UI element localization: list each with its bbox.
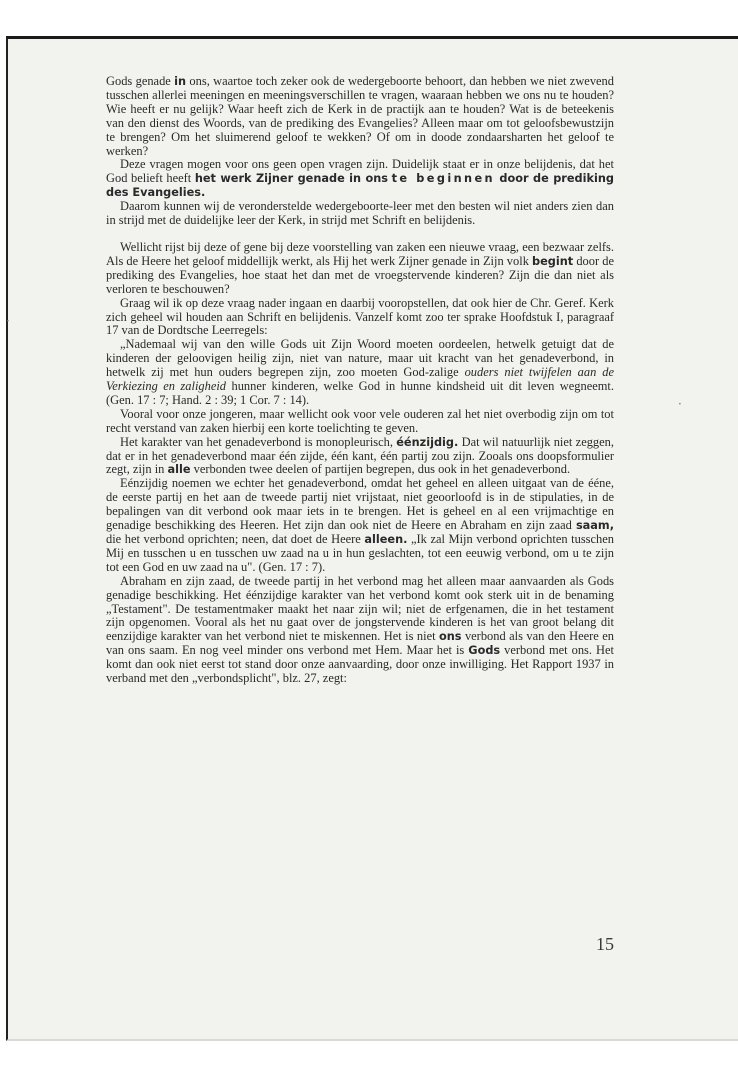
paragraph: Daarom kunnen wij de veronderstelde wedergeboorte-leer met den besten wil niet anders zien dan in strijd met de duidelijke leer der Kerk, in strijd met Schrift en belijdenis. xyxy=(106,199,614,228)
paragraph: Graag wil ik op deze vraag nader ingaan en daarbij vooropstellen, dat ook hier de Chr. Geref. Kerk zich geheel wil houden aan Schrift en belijdenis. Vanzelf komt zoo ter sprake Hoofdstuk I, paragraaf 17 van de Dordtsche Leerregels: xyxy=(106,295,614,338)
paragraph: Het karakter van het genadeverbond is monopleurisch, éénzijdig. Dat wil natuurlijk niet zeggen, dat er in het genadeverbond maar één zijde, één kant, één partij zou zijn. Zooals ons doopsformulier zegt, zijn in alle verbonden twee deelen of partijen begrepen, dus ook in het genadeverbond. xyxy=(106,434,614,477)
paragraph: Abraham en zijn zaad, de tweede partij in het verbond mag het alleen maar aanvaarden als Gods genadige beschikking. Het éénzijdige karakter van het verbond komt ook sterk uit in de benaming „Testament". De testamentmaker maakt het naar zijn wil; niet de erfgenamen, die in het testament zijn opgenomen. Vooral als het nu gaat over de jongstervende kinderen is het van groot belang dit eenzijdige karakter van het verbond niet te miskennen. Het is niet ons verbond als van den Heere en van ons saam. En nog veel minder ons verbond met Hem. Maar het is Gods verbond met ons. Het komt dan ook niet eerst tot stand door onze aanvaarding, door onze inwilliging. Het Rapport 1937 in verband met den „verbondsplicht", blz. 27, zegt: xyxy=(106,573,614,686)
paragraph: Eénzijdig noemen we echter het genadeverbond, omdat het geheel en alleen uitgaat van de ééne, de eerste partij en het aan de tweede partij niet vrijstaat, niet geoorloofd is in de stipulaties, in de bepalingen van dit verbond ook maar iets in te brengen. Het is geheel en al een vrijmachtige en genadige beschikking des Heeren. Het zijn dan ook niet de Heere en Abraham en zijn zaad saam, die het verbond oprichten; neen, dat doet de Heere alleen. „Ik zal Mijn verbond oprichten tusschen Mij en tusschen u en tusschen uw zaad na u in hun geslachten, tot een eeuwig verbond, om u te zijn tot een God en uw zaad na u". (Gen. 17 : 7). xyxy=(106,476,614,574)
page-number: 15 xyxy=(596,934,614,954)
paragraph: Gods genade in ons, waartoe toch zeker ook de wedergeboorte behoort, dan hebben we niet zwevend tusschen allerlei meeningen en meeningsverschillen te vragen, waaraan hebben we ons nu te houden? Wie heeft er nu gelijk? Waar heeft zich de Kerk in de practijk aan te houden? Wat is de beteekenis van den dienst des Woords, van de prediking des Evangelies? Alleen maar om tot geloofsbewustzijn te brengen? Om het sluimerend geloof te wekken? Of om in doode zondaarsharten het geloof te werken? xyxy=(106,74,614,158)
margin-mark: · xyxy=(678,397,682,411)
body-text xyxy=(106,75,614,686)
margin-mark: · xyxy=(6,314,10,328)
scan-border xyxy=(0,0,738,36)
paragraph: Vooral voor onze jongeren, maar wellicht ook voor vele ouderen zal het niet overbodig zijn om tot recht verstand van zaken hierbij een korte toelichting te geven. xyxy=(106,406,614,435)
quotation-block: „Nademaal wij van den wille Gods uit Zijn Woord moeten oordeelen, hetwelk getuigt dat de kinderen der geloovigen heilig zijn, niet van nature, maar uit kracht van het genadeverbond, in hetwelk zij met hun ouders begrepen zijn, zoo moeten God-zalige ouders niet twijfelen aan de Verkiezing en zaligheid hunner kinderen, welke God in hunne kindsheid uit dit leven wegneemt. (Gen. 17 : 7; Hand. 2 : 39; 1 Cor. 7 : 14). xyxy=(106,337,614,407)
paragraph: Deze vragen mogen voor ons geen open vragen zijn. Duidelijk staat er in onze belijdenis, dat het God belieft heeft het werk Zijner genade in ons te beginnen door de prediking des Evangelies. xyxy=(106,157,614,200)
paragraph: Wellicht rijst bij deze of gene bij deze voorstelling van zaken een nieuwe vraag, een bezwaar zelfs. Als de Heere het geloof middellijk werkt, als Hij het werk Zijner genade in Zijn volk begint door de prediking des Evangelies, hoe staat het dan met de vroegstervende kinderen? Zijn die dan niet als verloren te beschouwen? xyxy=(106,239,614,296)
